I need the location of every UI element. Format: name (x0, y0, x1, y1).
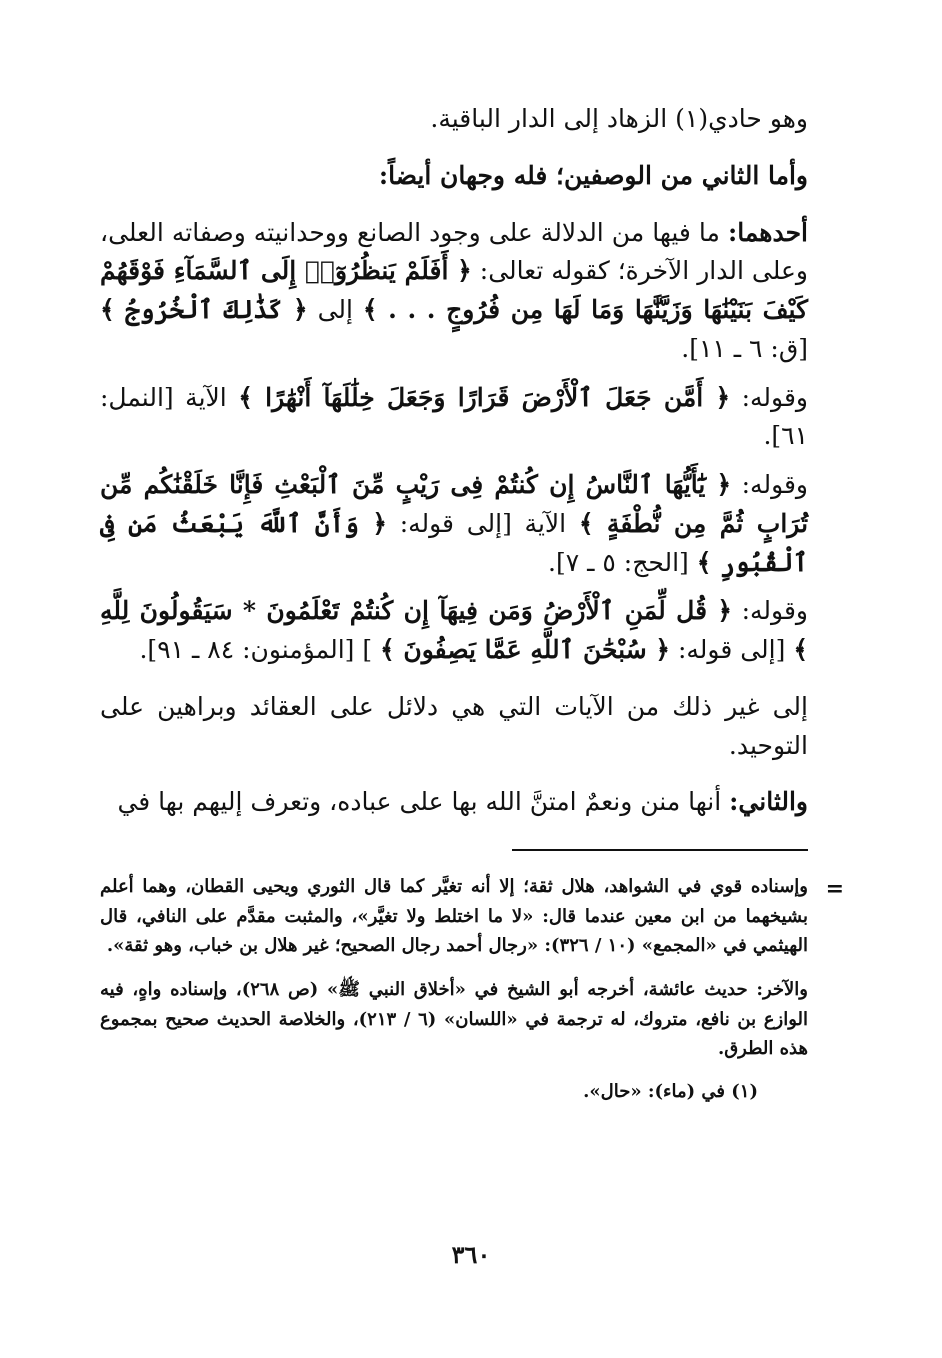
quran-verse: ﴿ أَفَلَمْ يَنظُرُوٓا۟ إِلَى ٱلسَّمَآءِ فَوْقَهُمْ كَيْفَ بَنَيْنَٰهَا وَزَيَّنَّٰهَا وَمَا لَهَا مِن فُرُوجٍ . . . ﴾ (100, 256, 808, 324)
footnote-1-text: (١) في (ماء): «حال». (583, 1081, 758, 1103)
footnote-1 (100, 1078, 808, 1107)
footnote-continued (100, 872, 808, 961)
footnote-divider (512, 849, 808, 851)
paragraph-3-lead: أحدهما: (727, 217, 808, 247)
page-number: ٣٦٠ (451, 1240, 491, 1269)
footnote-continued-text: وإسناده قوي في الشواهد، هلال ثقة؛ إلا أنه تغيَّر كما قال الثوري ويحيى القطان، وهما أعلم بشيخهما من ابن معين عندما قال: «لا ما اختلط ولا تغيَّر»، والمثبت مقدَّم على النافي، قال الهيثمي في «المجمع» (١٠ / ٣٢٦): «رجال أحمد رجال الصحيح؛ غير هلال بن خباب، وهو ثقة». (100, 876, 808, 957)
paragraph-1 (100, 100, 808, 139)
paragraph-2-heading: وأما الثاني من الوصفين؛ فله وجهان أيضاً: (378, 160, 808, 190)
footnote-other-hadith (100, 975, 808, 1064)
verse-reference: [الحج: ٥ ـ ٧]. (548, 547, 689, 577)
quran-verse: ﴿ كَذَٰلِكَ ٱلْخُرُوجُ ﴾ (100, 295, 308, 324)
paragraph-8-text: أنها منن ونعمٌ امتنَّ الله بها على عباده، وتعرف إليهم بها في (117, 787, 722, 817)
verse-reference: الآية [النمل: ٦١]. (100, 382, 808, 451)
paragraph-3-text: ما فيها من الدلالة على وجود الصانع ووحدانيته وصفاته العلى، وعلى الدار الآخرة؛ كقوله تعالى: (100, 217, 808, 286)
paragraph-4-pre: وقوله: (741, 382, 808, 412)
paragraph-1-text: وهو حادي(١) الزهاد إلى الدار الباقية. (430, 104, 808, 133)
paragraph-3-mid: إلى (317, 295, 353, 324)
paragraph-7-text: إلى غير ذلك من الآيات التي هي دلائل على العقائد وبراهين على التوحيد. (100, 691, 808, 760)
paragraph-7 (100, 688, 808, 766)
paragraph-5 (100, 466, 808, 582)
quran-verse: ﴿ سُبْحَٰنَ ٱللَّهِ عَمَّا يَصِفُونَ ﴾ (380, 635, 671, 664)
main-text (100, 100, 808, 832)
quran-verse: ﴿ قُل لِّمَنِ ٱلْأَرْضُ وَمَن فِيهَآ إِن كُنتُمْ تَعْلَمُونَ * سَيَقُولُونَ لِلَّهِ ﴾ (100, 596, 808, 664)
verse-reference: [ق: ٦ ـ ١١]. (681, 333, 808, 363)
paragraph-6 (100, 592, 808, 670)
paragraph-8 (100, 783, 808, 822)
footnotes (100, 872, 808, 1107)
footnote-other-lead: والآخر: (756, 979, 808, 1001)
verse-reference: ] [المؤمنون: ٨٤ ـ ٩١]. (139, 635, 373, 664)
paragraph-3 (100, 214, 808, 369)
paragraph-5-pre: وقوله: (741, 470, 809, 499)
quran-verse: ﴿ وَأَنَّ ٱللَّهَ يَبْعَثُ مَن فِى ٱلْقُبُورِ ﴾ (100, 508, 808, 577)
footnote-other-text: حديث عائشة، أخرجه أبو الشيخ في «أخلاق النبي ﷺ» (ص ٢٦٨)، وإسناده واهٍ، فيه الوازع بن نافع، متروك، له ترجمة في «اللسان» (٦ / ٢١٣)، والخلاصة الحديث صحيح بمجموع هذه الطرق. (100, 979, 809, 1060)
paragraph-8-lead: والثاني: (729, 787, 808, 817)
continuation-mark: = (825, 876, 844, 902)
paragraph-2 (100, 157, 808, 196)
quran-verse: ﴿ أَمَّن جَعَلَ ٱلْأَرْضَ قَرَارًا وَجَعَلَ خِلَٰلَهَآ أَنْهَٰرًا ﴾ (238, 382, 731, 412)
paragraph-6-pre: وقوله: (741, 596, 808, 626)
paragraph-5-mid: الآية [إلى قوله: (399, 508, 567, 538)
paragraph-6-mid: [إلى قوله: (677, 635, 786, 664)
paragraph-4 (100, 379, 808, 457)
quran-verse: ﴿ يَٰٓأَيُّهَا ٱلنَّاسُ إِن كُنتُمْ فِى رَيْبٍ مِّنَ ٱلْبَعْثِ فَإِنَّا خَلَقْنَٰكُم مِّن تُرَابٍ ثُمَّ مِن نُّطْفَةٍ ﴾ (100, 470, 809, 538)
